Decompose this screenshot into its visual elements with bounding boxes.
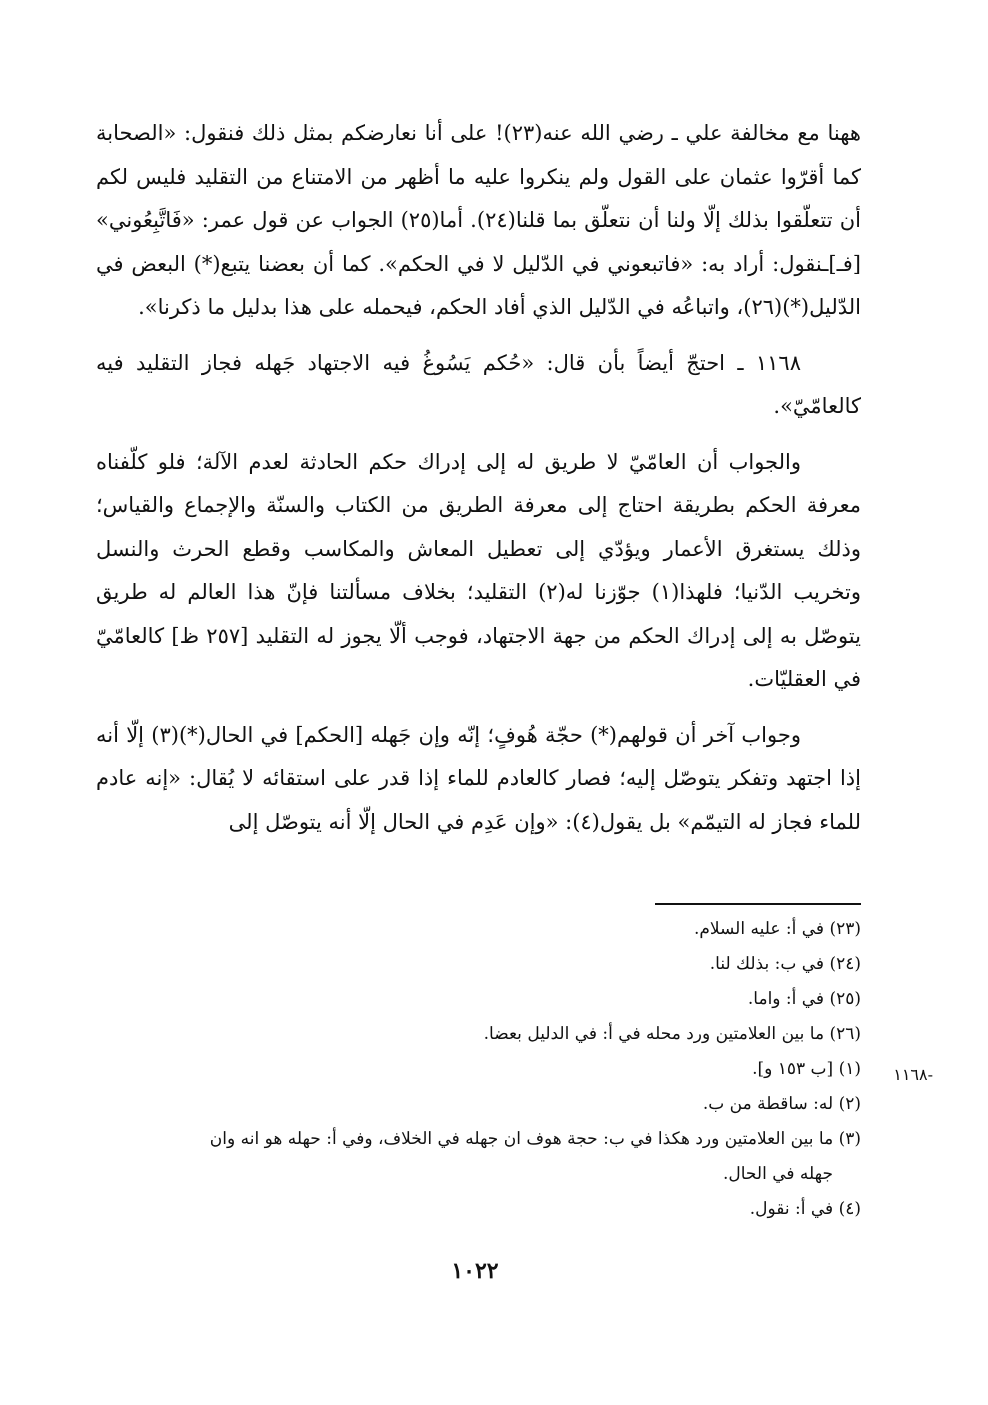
footnotes	[96, 912, 861, 1227]
footnote-3: (٣) ما بين العلامتين ورد هكذا في ب: حجة هوف ان جهله في الخلاف، وفي أ: حهله هو انه وان	[209, 1129, 861, 1149]
page-number: ١٠٢٢	[451, 1258, 499, 1284]
footnote-4: (٤) في أ: نقول.	[749, 1199, 861, 1219]
footnote-1: (١) [ب ١٥٣ و].	[752, 1059, 861, 1079]
paragraph-1: ههنا مع مخالفة علي ـ رضي الله عنه(٢٣)! على أنا نعارضكم بمثل ذلك فنقول: «الصحابة كما أقرّوا عثمان على القول ولم ينكروا عليه ما أظهر من الامتناع من التقليد فليس لكم أن تتعلّقوا بذلك إلّا ولنا أن نتعلّق بما قلنا(٢٤). أما(٢٥) الجواب عن قول عمر: «فَاتَّبِعُوني» [فـ]ـنقول: أراد به: «فاتبعوني في الدّليل لا في الحكم». كما أن بعضنا يتبع(*) البعض في الدّليل(*)(٢٦)، واتباعُه في الدّليل الذي أفاد الحكم، فيحمله على هذا بدليل ما ذكرنا».	[96, 121, 862, 319]
footnote-separator	[655, 903, 861, 905]
footnote-23: (٢٣) في أ: عليه السلام.	[693, 919, 861, 939]
paragraph-4: وجواب آخر أن قولهم(*) حجّة هُوفٍ؛ إنّه وإن جَهله [الحكم] في الحال(*)(٣) إلّا أنه إذا اجتهد وتفكر يتوصّل إليه؛ فصار كالعادم للماء إذا قدر على استقائه لا يُقال: «إنه عادم للماء فجاز له التيمّم» بل يقول(٤): «وإن عَدِم في الحال إلّا أنه يتوصّل إلى	[96, 722, 861, 834]
footnote-3-continuation: جهله في الحال.	[722, 1164, 833, 1184]
margin-section-number: -١١٦٨	[893, 1065, 933, 1084]
footnote-2: (٢) له: ساقطة من ب.	[702, 1094, 861, 1114]
paragraph-3: والجواب أن العامّيّ لا طريق له إلى إدراك حكم الحادثة لعدم الآلة؛ فلو كلّفناه معرفة الحكم بطريقة احتاج إلى معرفة الطريق من الكتاب والسنّة والإجماع والقياس؛ وذلك يستغرق الأعمار ويؤدّي إلى تعطيل المعاش والمكاسب وقطع الحرث والنسل وتخريب الدّنيا؛ فلهذا(١) جوّزنا له(٢) التقليد؛ بخلاف مسألتنا فإنّ هذا العالم له طريق يتوصّل به إلى إدراك الحكم من جهة الاجتهاد، فوجب ألّا يجوز له التقليد [٢٥٧ ظ] كالعامّيّ في العقليّات.	[96, 449, 861, 691]
main-text	[96, 112, 861, 856]
footnote-24: (٢٤) في ب: بذلك لنا.	[709, 954, 861, 974]
paragraph-2: ١١٦٨ ـ احتجّ أيضاً بأن قال: «حُكم يَسُوغُ فيه الاجتهاد جَهله فجاز التقليد فيه كالعامّيّ».	[96, 350, 861, 418]
footnote-25: (٢٥) في أ: واما.	[747, 989, 861, 1009]
footnote-26: (٢٦) ما بين العلامتين ورد محله في أ: في الدليل بعضا.	[483, 1024, 861, 1044]
